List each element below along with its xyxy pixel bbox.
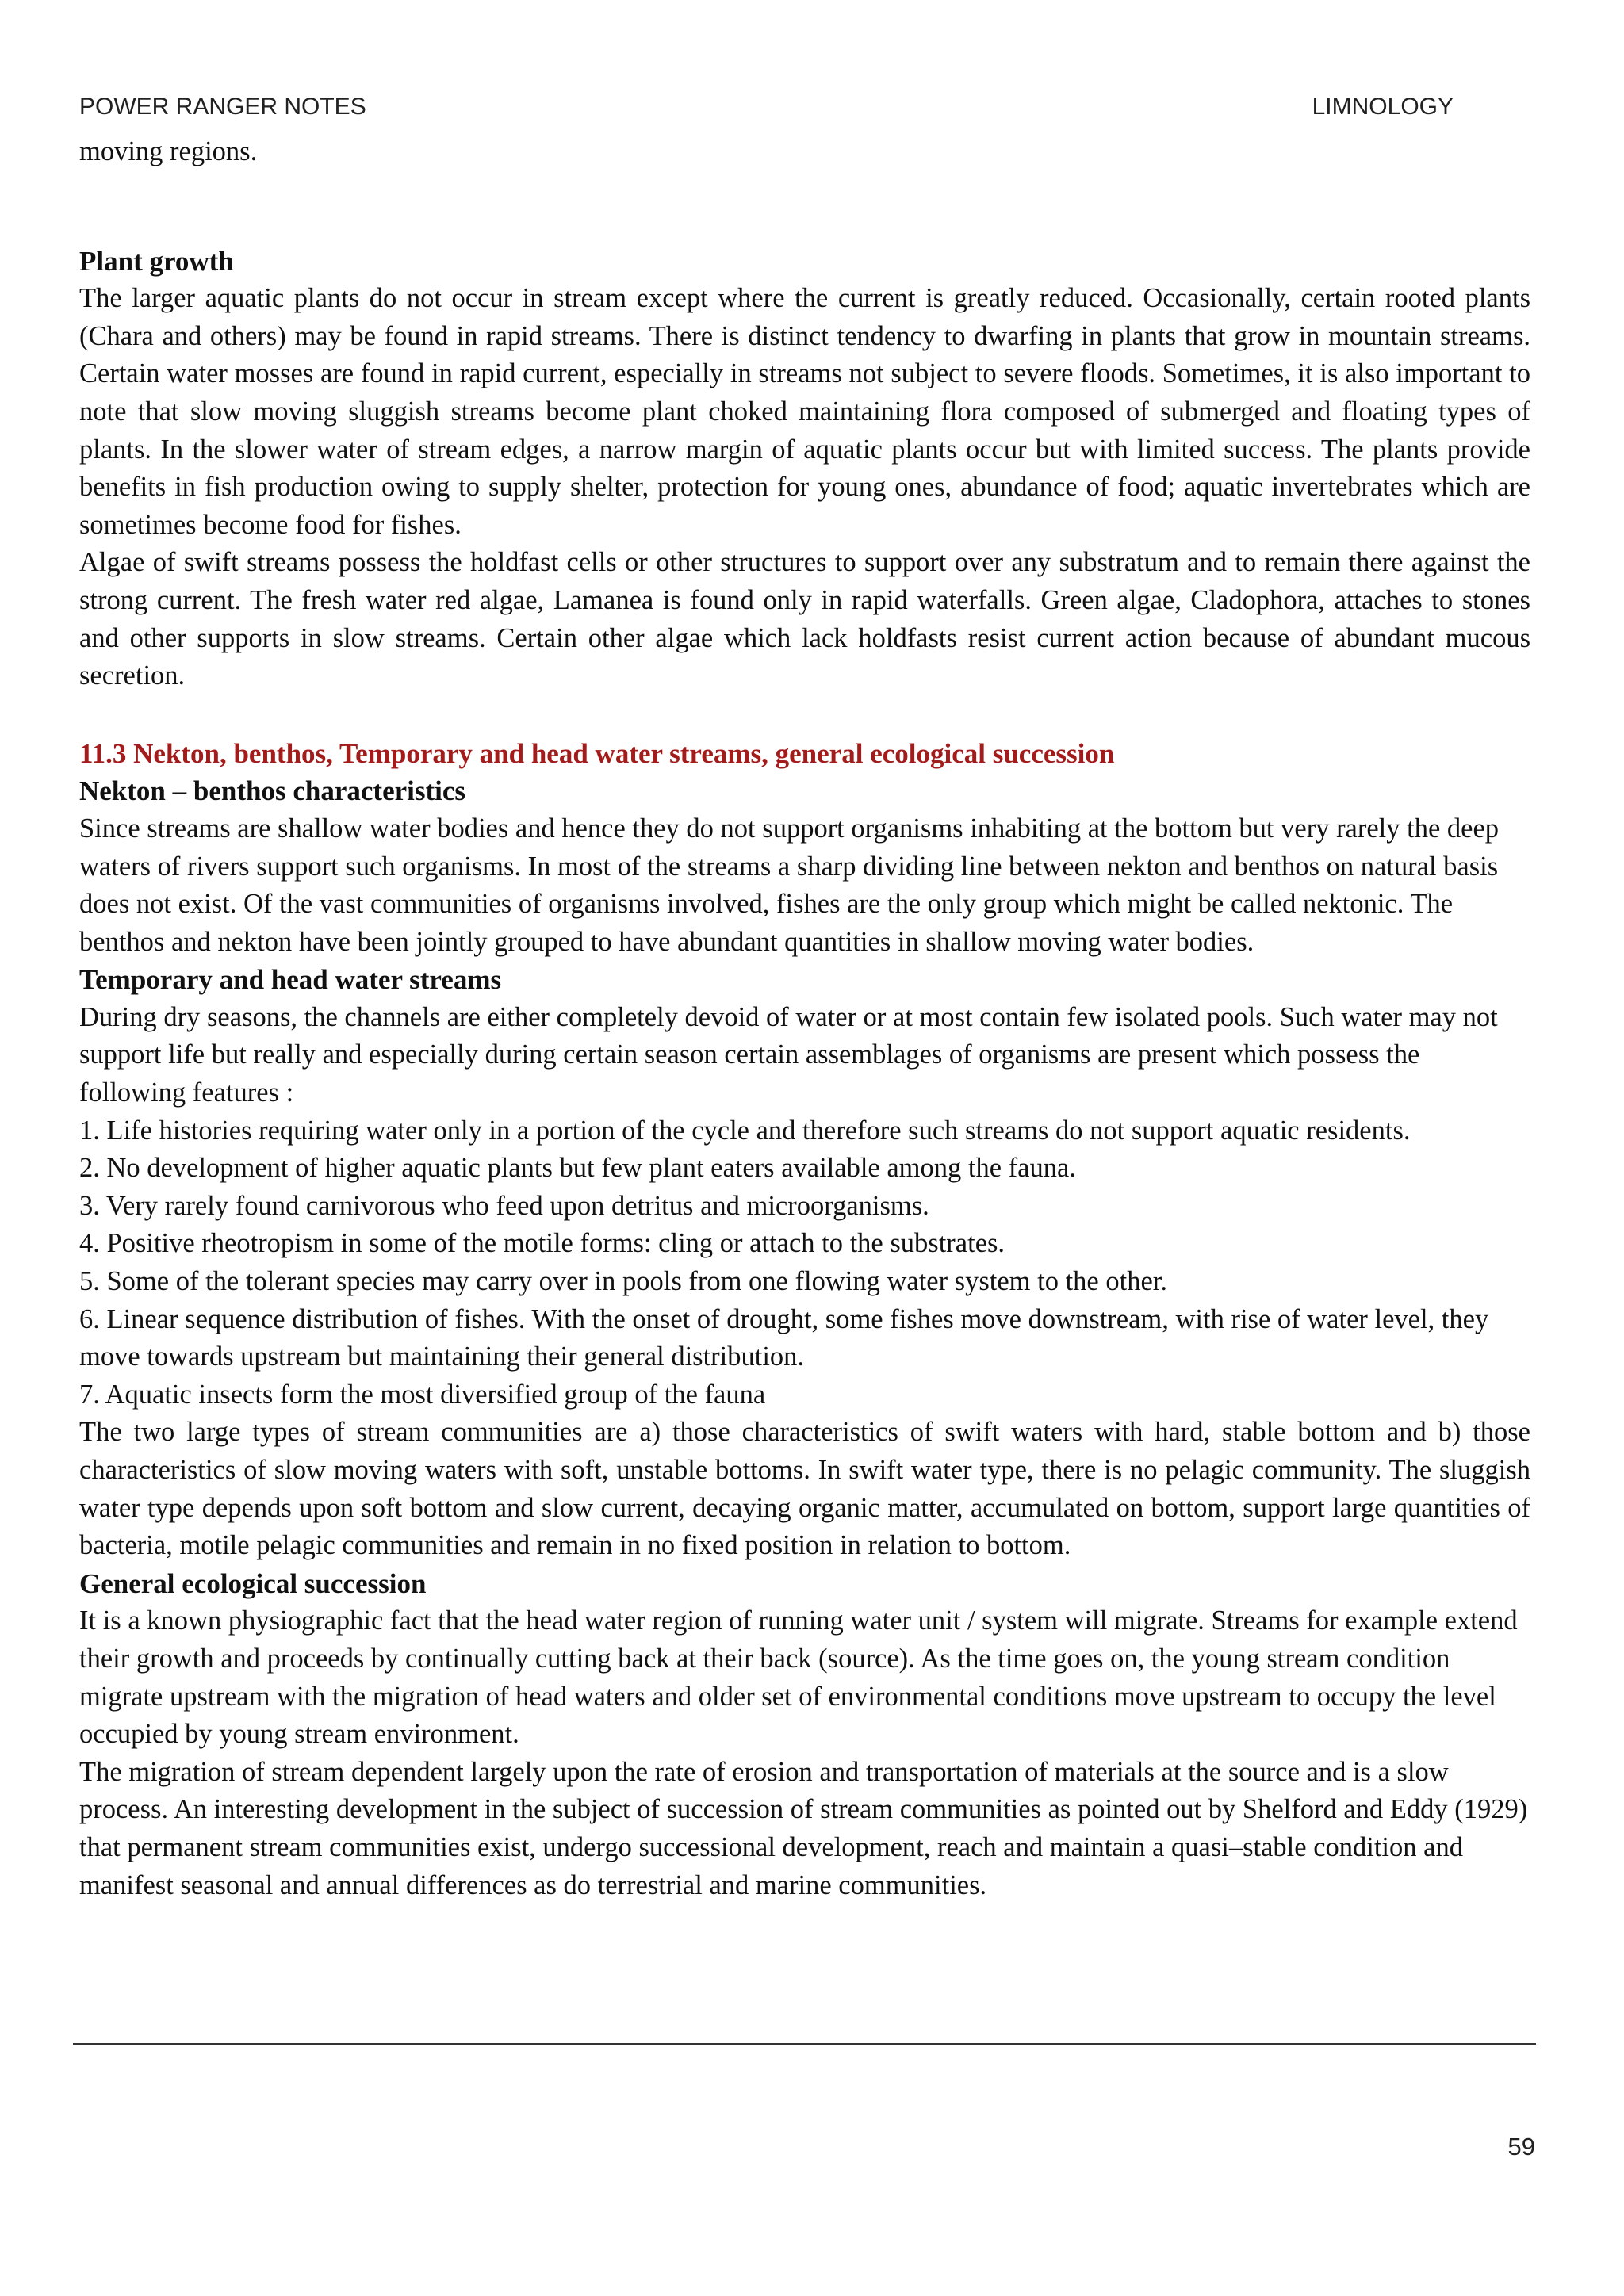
section-heading: 11.3 Nekton, benthos, Temporary and head water streams, general ecological succession (79, 737, 1115, 769)
header-title-left: POWER RANGER NOTES (79, 94, 366, 120)
page-header (79, 94, 1454, 125)
plant-growth-paragraph-2: Algae of swift streams possess the holdfast cells or other structures to support over any substratum and to remain there against the strong current. The fresh water red algae, Lamanea is found only in rapid waterfalls. Green algae, Cladophora, attaches to stones and other supports in slow streams. Certain other algae which lack holdfasts resist current action because of abundant mucous secretion. (79, 547, 1530, 691)
plant-growth-section (79, 243, 1530, 695)
nekton-heading: Nekton – benthos characteristics (79, 775, 466, 807)
temporary-streams-intro: During dry seasons, the channels are either completely devoid of water or at most contain few isolated pools. Such water may not support life but really and especially during certain season certain assemblages of organisms are present which possess the following features : (79, 1001, 1498, 1108)
temporary-streams-section (79, 961, 1530, 1565)
list-item: 5. Some of the tolerant species may carry over in pools from one flowing water system to the other. (79, 1266, 1167, 1297)
succession-heading: General ecological succession (79, 1567, 427, 1599)
list-item: 2. No development of higher aquatic plants but few plant eaters available among the fauna. (79, 1153, 1076, 1184)
footer-rule (73, 2043, 1536, 2045)
list-item: 7. Aquatic insects form the most diversified group of the fauna (79, 1379, 766, 1410)
plant-growth-paragraph-1: The larger aquatic plants do not occur in stream except where the current is greatly reduced. Occasionally, certain rooted plants (Chara and others) may be found in rapid streams. There is distinct tendency to dwarfing in plants that grow in mountain streams. Certain water mosses are found in rapid current, especially in streams not subject to severe floods. Sometimes, it is also important to note that slow moving sluggish streams become plant choked maintaining flora composed of submerged and floating types of plants. In the slower water of stream edges, a narrow margin of aquatic plants occur but with limited success. The plants provide benefits in fish production owing to supply shelter, protection for young ones, abundance of food; aquatic invertebrates which are sometimes become food for fishes. (79, 283, 1530, 540)
spacer (79, 695, 1530, 735)
list-item: 3. Very rarely found carnivorous who feed upon detritus and microorganisms. (79, 1190, 929, 1221)
spacer (79, 171, 1530, 243)
page-body (79, 133, 1530, 1904)
page-number: 59 (1507, 2133, 1535, 2160)
nekton-section (79, 772, 1530, 961)
nekton-paragraph: Since streams are shallow water bodies and hence they do not support organisms inhabiting at the bottom but very rarely the deep waters of rivers support such organisms. In most of the streams a sharp dividing line between nekton and benthos on natural basis does not exist. Of the vast communities of organisms involved, fishes are the only group which might be called nektonic. The benthos and nekton have been jointly grouped to have abundant quantities in shallow moving water bodies. (79, 813, 1500, 957)
plant-growth-heading: Plant growth (79, 245, 234, 277)
list-item: 4. Positive rheotropism in some of the motile forms: cling or attach to the substrates. (79, 1228, 1005, 1259)
succession-section (79, 1565, 1530, 1904)
list-item: 6. Linear sequence distribution of fishes. With the onset of drought, some fishes move downstream, with rise of water level, they move towards upstream but maintaining their general distribution. (79, 1303, 1489, 1372)
intro-fragment: moving regions. (79, 136, 258, 166)
features-list (79, 1112, 1530, 1414)
header-title-right: LIMNOLOGY (1312, 94, 1454, 120)
temporary-streams-heading: Temporary and head water streams (79, 964, 502, 996)
stream-communities-paragraph: The two large types of stream communities are a) those characteristics of swift waters with hard, stable bottom and b) those characteristics of slow moving waters with soft, unstable bottoms. In swift water type, there is no pelagic community. The sluggish water type depends upon soft bottom and slow current, decaying organic matter, accumulated on bottom, support large quantities of bacteria, motile pelagic communities and remain in no fixed position in relation to bottom. (79, 1417, 1530, 1561)
succession-paragraph-1: It is a known physiographic fact that the head water region of running water unit / system will migrate. Streams for example extend their growth and proceeds by continually cutting back at their back (source). As the time goes on, the young stream condition migrate upstream with the migration of head waters and older set of environmental conditions move upstream to occupy the level occupied by young stream environment. (79, 1605, 1518, 1750)
succession-paragraph-2: The migration of stream dependent largely upon the rate of erosion and transportation of materials at the source and is a slow process. An interesting development in the subject of succession of stream communities as pointed out by Shelford and Eddy (1929) that permanent stream communities exist, undergo successional development, reach and maintain a quasi–stable condition and manifest seasonal and annual differences as do terrestrial and marine communities. (79, 1756, 1528, 1900)
list-item: 1. Life histories requiring water only in a portion of the cycle and therefore such streams do not support aquatic residents. (79, 1115, 1411, 1146)
